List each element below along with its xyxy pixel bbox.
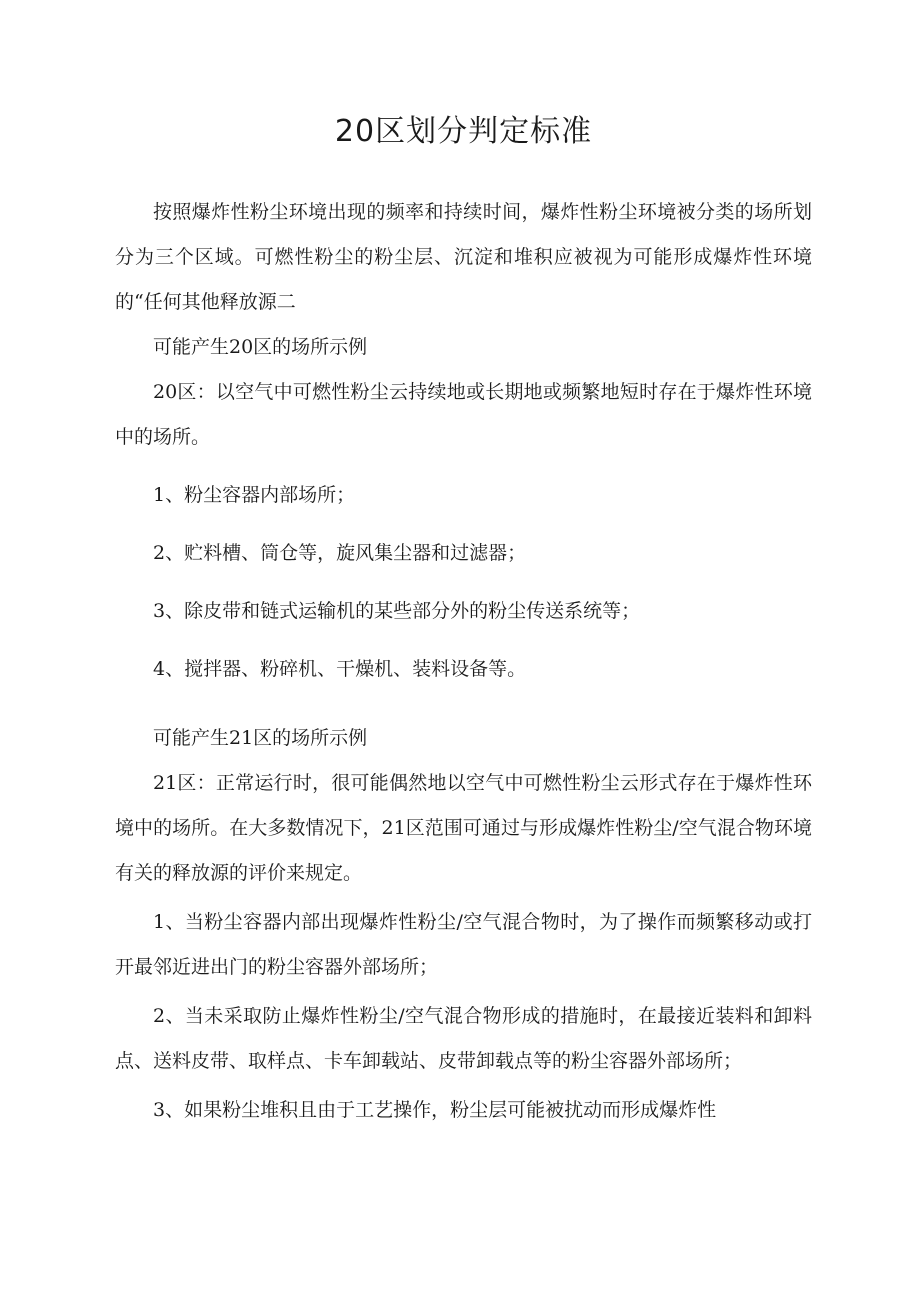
zone20-item-2: 2、贮料槽、筒仓等，旋风集尘器和过滤器； bbox=[153, 542, 527, 564]
zone20-item-4: 4、搅拌器、粉碎机、干燥机、装料设备等。 bbox=[153, 658, 527, 680]
zone21-definition: 21区：正常运行时，很可能偶然地以空气中可燃性粉尘云形式存在于爆炸性环境中的场所。在大多数情况下，21区范围可通过与形成爆炸性粉尘/空气混合物环境有关的释放源的评价来规定。 bbox=[115, 772, 812, 884]
zone20-heading: 可能产生20区的场所示例 bbox=[153, 336, 368, 358]
zone21-item-3: 3、如果粉尘堆积且由于工艺操作，粉尘层可能被扰动而形成爆炸性 bbox=[153, 1099, 717, 1121]
document-body bbox=[115, 190, 812, 1133]
zone21-item-1: 1、当粉尘容器内部出现爆炸性粉尘/空气混合物时，为了操作而频繁移动或打开最邻近进出门的粉尘容器外部场所； bbox=[115, 911, 812, 978]
zone20-definition: 20区：以空气中可燃性粉尘云持续地或长期地或频繁地短时存在于爆炸性环境中的场所。 bbox=[115, 381, 812, 448]
zone21-heading: 可能产生21区的场所示例 bbox=[153, 727, 368, 749]
zone21-item-2: 2、当未采取防止爆炸性粉尘/空气混合物形成的措施时，在最接近装料和卸料点、送料皮带、取样点、卡车卸载站、皮带卸载点等的粉尘容器外部场所； bbox=[115, 1005, 812, 1072]
zone20-item-1: 1、粉尘容器内部场所； bbox=[153, 484, 356, 506]
page-title: 20区划分判定标准 bbox=[334, 114, 593, 149]
intro-paragraph: 按照爆炸性粉尘环境出现的频率和持续时间，爆炸性粉尘环境被分类的场所划分为三个区域。可燃性粉尘的粉尘层、沉淀和堆积应被视为可能形成爆炸性环境的“任何其他释放源二 bbox=[115, 201, 812, 313]
zone20-item-3: 3、除皮带和链式运输机的某些部分外的粉尘传送系统等； bbox=[153, 600, 641, 622]
